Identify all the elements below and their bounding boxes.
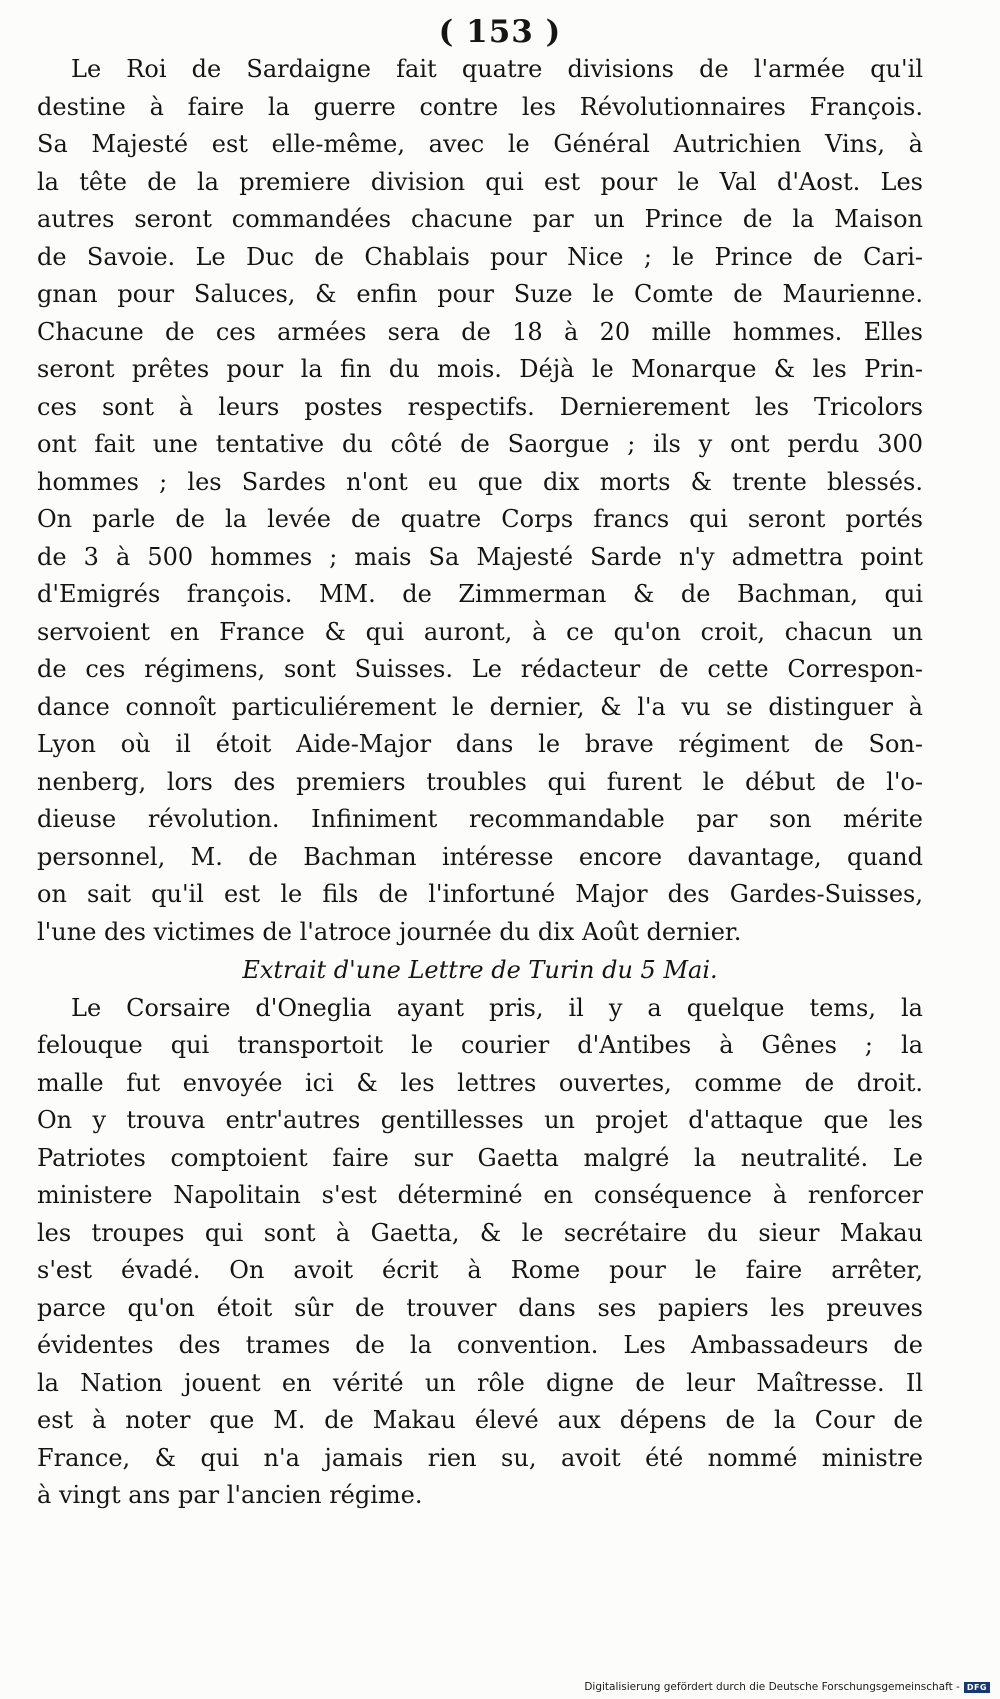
text-line: de Savoie. Le Duc de Chablais pour Nice ; le Prince de Cari- bbox=[37, 242, 923, 271]
text-line: personnel, M. de Bachman intéresse encore davantage, quand bbox=[37, 842, 923, 871]
text-line: la Nation jouent en vérité un rôle digne de leur Maîtresse. Il bbox=[37, 1368, 923, 1397]
text-line: malle fut envoyée ici & les lettres ouvertes, comme de droit. bbox=[37, 1068, 923, 1097]
text-line: destine à faire la guerre contre les Révolutionnaires François. bbox=[37, 92, 923, 121]
text-line: l'une des victimes de l'atroce journée du dix Août dernier. bbox=[37, 917, 742, 946]
text-line: Sa Majesté est elle-même, avec le Général Autrichien Vins, à bbox=[37, 130, 923, 158]
text-line: felouque qui transportoit le courier d'Antibes à Gênes ; la bbox=[37, 1031, 923, 1059]
text-line: à vingt ans par l'ancien régime. bbox=[37, 1481, 423, 1509]
text-line: servoient en France & qui auront, à ce qu'on croit, chacun un bbox=[37, 617, 923, 646]
text-line: dance connoît particuliérement le dernier, & l'a vu se distinguer à bbox=[37, 692, 923, 721]
text-line: de 3 à 500 hommes ; mais Sa Majesté Sarde n'y admettra point bbox=[37, 542, 923, 571]
text-line: les troupes qui sont à Gaetta, & le secrétaire du sieur Makau bbox=[37, 1218, 923, 1247]
text-line: est à noter que M. de Makau élevé aux dépens de la Cour de bbox=[37, 1406, 923, 1434]
credit-text: Digitalisierung gefördert durch die Deutsche Forschungsgemeinschaft - bbox=[584, 1681, 960, 1693]
text-line: gnan pour Saluces, & enfin pour Suze le Comte de Maurienne. bbox=[37, 280, 923, 308]
page-number: ( 153 ) bbox=[438, 14, 562, 50]
text-line: Le Corsaire d'Oneglia ayant pris, il y a quelque tems, la bbox=[71, 993, 923, 1022]
text-line: nenberg, lors des premiers troubles qui furent le début de l'o- bbox=[37, 767, 923, 796]
text-line: On parle de la levée de quatre Corps francs qui seront portés bbox=[37, 505, 923, 533]
text-line: autres seront commandées chacune par un Prince de la Maison bbox=[37, 205, 923, 233]
text-line: la tête de la premiere division qui est pour le Val d'Aost. Les bbox=[37, 167, 923, 196]
text-line: Le Roi de Sardaigne fait quatre divisions de l'armée qu'il bbox=[71, 55, 923, 83]
text-line: Lyon où il étoit Aide-Major dans le brave régiment de Son- bbox=[37, 730, 923, 758]
text-line: ministere Napolitain s'est déterminé en conséquence à renforcer bbox=[37, 1181, 923, 1209]
paragraph-turin-letter bbox=[37, 990, 923, 1515]
text-line: ces sont à leurs postes respectifs. Dernierement les Tricolors bbox=[37, 392, 923, 421]
page-body bbox=[37, 51, 923, 1515]
text-line: Patriotes comptoient faire sur Gaetta malgré la neutralité. Le bbox=[37, 1143, 923, 1172]
letter-heading: Extrait d'une Lettre de Turin du 5 Mai. bbox=[242, 956, 718, 984]
text-line: de ces régimens, sont Suisses. Le rédacteur de cette Correspon- bbox=[37, 655, 923, 683]
dfg-logo: DFG bbox=[964, 1682, 990, 1693]
text-line: parce qu'on étoit sûr de trouver dans ses papiers les preuves bbox=[37, 1293, 923, 1322]
text-line: seront prêtes pour la fin du mois. Déjà le Monarque & les Prin- bbox=[37, 355, 923, 383]
text-line: France, & qui n'a jamais rien su, avoit été nommé ministre bbox=[37, 1443, 923, 1472]
text-line: Chacune de ces armées sera de 18 à 20 mille hommes. Elles bbox=[37, 317, 923, 346]
text-line: dieuse révolution. Infiniment recommandable par son mérite bbox=[37, 805, 923, 833]
text-line: d'Emigrés françois. MM. de Zimmerman & de Bachman, qui bbox=[37, 580, 923, 608]
text-line: on sait qu'il est le fils de l'infortuné Major des Gardes-Suisses, bbox=[37, 880, 923, 908]
paragraph-sardinia bbox=[37, 51, 923, 951]
text-line: évidentes des trames de la convention. Les Ambassadeurs de bbox=[37, 1331, 923, 1359]
text-line: s'est évadé. On avoit écrit à Rome pour le faire arrêter, bbox=[37, 1256, 923, 1284]
digitization-credit bbox=[584, 1681, 990, 1693]
text-line: On y trouva entr'autres gentillesses un projet d'attaque que les bbox=[37, 1106, 923, 1134]
text-line: ont fait une tentative du côté de Saorgue ; ils y ont perdu 300 bbox=[37, 430, 923, 458]
text-line: hommes ; les Sardes n'ont eu que dix morts & trente blessés. bbox=[37, 467, 923, 496]
